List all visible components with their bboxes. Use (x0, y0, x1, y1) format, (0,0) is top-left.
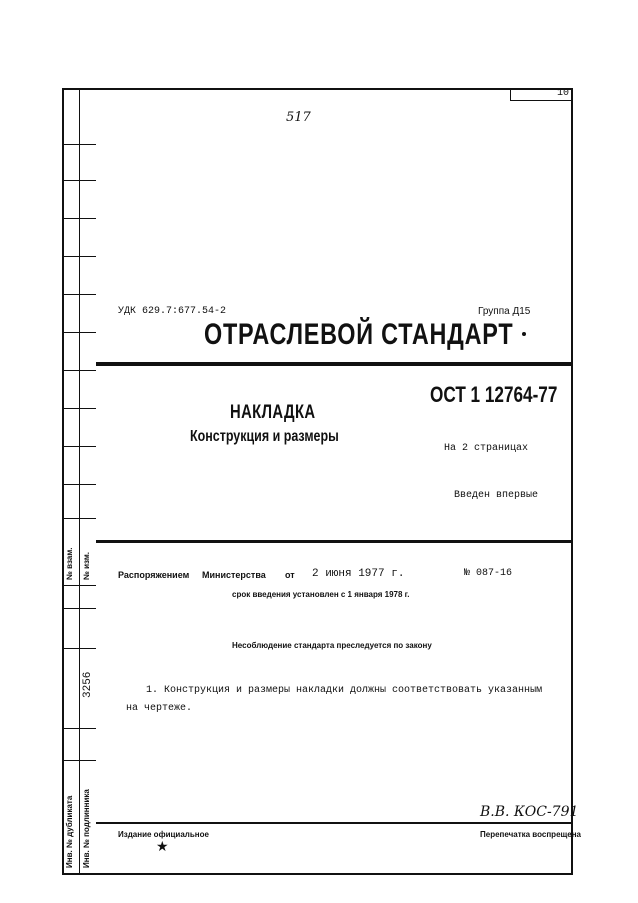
handwritten-signature: В.В. КОС-791 (480, 804, 579, 820)
margin-cell-line (62, 294, 96, 295)
legal-notice: Несоблюдение стандарта преследуется по закону (232, 641, 432, 650)
margin-cell-line (62, 446, 96, 447)
footer-rule (96, 822, 573, 824)
order-label: Распоряжением (118, 570, 190, 580)
margin-label-izm: № изм. (82, 552, 91, 580)
udk-code: УДК 629.7:677.54-2 (118, 306, 227, 317)
order-date: 2 июня 1977 г. (312, 568, 405, 580)
margin-cell-line (62, 608, 96, 609)
group-code: Группа Д15 (478, 306, 531, 317)
standard-code: ОСТ 1 12764-77 (430, 382, 558, 407)
margin-label-podl: Инв. № подлинника (82, 789, 91, 868)
margin-cell-line (62, 180, 96, 181)
margin-cell-line (62, 518, 96, 519)
body-item-1-cont: на чертеже. (126, 703, 193, 714)
order-deadline: срок введения установлен с 1 января 1978 г. (232, 590, 410, 599)
margin-column (62, 88, 80, 875)
margin-cell-line (62, 256, 96, 257)
page-number: 10 (556, 88, 569, 99)
order-ministry: Министерства (202, 570, 266, 580)
title-dot (522, 332, 526, 336)
document-title: ОТРАСЛЕВОЙ СТАНДАРТ (204, 318, 514, 351)
margin-number: 3256 (82, 671, 94, 698)
standard-name: НАКЛАДКА (230, 402, 316, 423)
page-frame (62, 88, 573, 875)
introduced-note: Введен впервые (454, 490, 539, 501)
margin-cell-line (62, 370, 96, 371)
margin-label-vzam: № взам. (65, 547, 74, 580)
margin-cell-line (62, 484, 96, 485)
margin-cell-line (62, 648, 96, 649)
handwritten-number: 517 (286, 110, 311, 125)
margin-cell-line (62, 144, 96, 145)
standard-subtitle: Конструкция и размеры (190, 428, 339, 445)
title-rule (96, 362, 573, 366)
star-icon: ★ (156, 838, 169, 854)
order-number: № 087-16 (464, 568, 513, 579)
footer-official: Издание официальное (118, 830, 209, 839)
margin-cell-line (62, 728, 96, 729)
margin-cell-line (62, 332, 96, 333)
footer-reprint: Перепечатка воспрещена (480, 830, 581, 839)
order-ot: от (285, 570, 295, 580)
margin-cell-line (62, 408, 96, 409)
margin-label-dubl: Инв. № дубликата (65, 795, 74, 868)
margin-cell-line (62, 218, 96, 219)
pages-count: На 2 страницах (444, 443, 529, 454)
margin-cell-line (62, 760, 96, 761)
body-item-1: 1. Конструкция и размеры накладки должны соответствовать указанным (146, 685, 543, 696)
order-rule (96, 540, 573, 543)
margin-table (62, 88, 96, 875)
margin-cell-line (62, 585, 96, 586)
